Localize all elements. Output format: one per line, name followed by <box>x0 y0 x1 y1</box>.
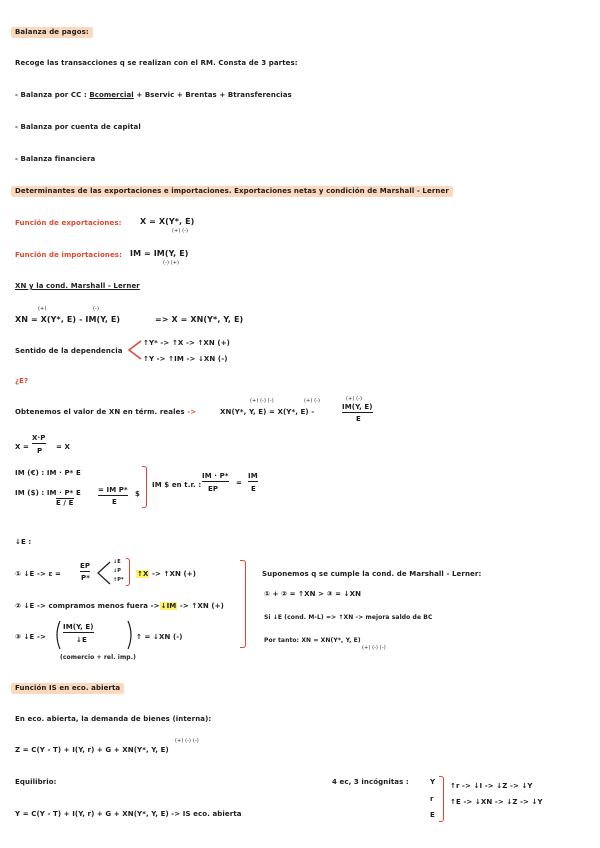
formula-importaciones: IM = IM(Y, E) <box>130 249 189 258</box>
incog-r: r <box>430 795 434 803</box>
formula-im-dollar-denominator: E / E <box>56 499 74 507</box>
incog-red-bracket <box>439 776 444 822</box>
formula-demanda: Z = C(Y - T) + I(Y, r) + G + XN(Y*, Y, E) <box>15 746 169 754</box>
case3-frac-num: IM(Y, E) <box>63 623 94 631</box>
fraction-equals: = <box>236 479 242 487</box>
case3-start: ③ ↓E -> <box>15 633 46 641</box>
signs-xn-real: (+) (-) (-) <box>250 398 274 404</box>
por-tanto-signs: (+) (-) (-) <box>362 645 386 651</box>
si-baja-e: Si ↓E (cond. M-L) => ↑XN -> mejora saldo de BC <box>264 614 433 621</box>
heading-balanza-pagos: Balanza de pagos: <box>11 27 93 38</box>
signs-im-real: (+) (-) <box>346 396 363 402</box>
text-recoge: Recoge las transacciones q se realizan con el RM. Consta de 3 partes: <box>15 59 298 67</box>
text-obtenemos: Obtenemos el valor de XN en térm. reales -> <box>15 408 197 416</box>
signs-importaciones: (-) (+) <box>163 260 180 266</box>
formula-xn-real: XN(Y*, Y, E) = X(Y*, E) - <box>220 408 315 416</box>
fraction-im-den: E <box>251 485 256 493</box>
formula-xn-result: => X = XN(Y*, Y, E) <box>155 315 244 324</box>
case1-frac-num: EP <box>80 562 91 570</box>
fraction-imtr-den: EP <box>208 485 219 493</box>
case1-start: ① ↓E -> ε = <box>15 570 61 578</box>
label-funcion-exportaciones: Función de exportaciones: <box>15 219 122 227</box>
heading-determinantes: Determinantes de las exportaciones e importaciones. Exportaciones netas y condición de Marshall - Lerner <box>11 186 453 197</box>
label-e-question: ¿E? <box>15 377 29 385</box>
case3-frac-den: ↓E <box>76 636 87 644</box>
text-balanza-capital: - Balanza por cuenta de capital <box>15 123 141 131</box>
case1-a: ↓E <box>113 559 121 565</box>
sign-xn-2: (-) <box>93 306 100 312</box>
signs-exportaciones: (+) (-) <box>172 228 189 234</box>
label-equilibrio: Equilibrio: <box>15 778 57 786</box>
sign-xn-1: (+) <box>38 306 47 312</box>
formula-im-dollar-num2: = IM P* <box>98 486 128 494</box>
fraction-im-numerator: IM(Y, E) <box>342 403 373 411</box>
heading-xn-marshall: XN y la cond. Marshall - Lerner <box>15 282 140 290</box>
formula-is: Y = C(Y - T) + I(Y, r) + G + XN(Y*, Y, E) -> IS eco. abierta <box>15 810 242 818</box>
demanda-signs: (+) (-) (-) <box>175 738 199 744</box>
text-eco-abierta: En eco. abierta, la demanda de bienes (interna): <box>15 715 212 723</box>
formula-xn: XN = X(Y*, E) - IM(Y, E) <box>15 315 121 324</box>
signs-x-real: (+) (-) <box>304 398 321 404</box>
formula-exportaciones: X = X(Y*, E) <box>140 217 195 226</box>
heading-funcion-is: Función IS en eco. abierta <box>11 683 124 694</box>
effect-e: ↑E -> ↓XN -> ↓Z -> ↓Y <box>450 798 543 806</box>
label-down-e: ↓E : <box>15 538 32 546</box>
dependencia-line-1: ↑Y* -> ↑X -> ↑XN (+) <box>143 339 230 347</box>
red-bracket-im <box>142 466 147 508</box>
formula-im-dollar: IM ($) : IM · P* E <box>15 489 81 497</box>
case3-note: (comercio + rel. imp.) <box>60 654 136 661</box>
big-red-bracket <box>240 560 246 648</box>
text-balanza-cc: - Balanza por CC : Bcomercial + Bservic + Brentas + Btransferencias <box>15 91 292 99</box>
case1-red-bracket <box>126 558 130 586</box>
suponemos-text: Suponemos q se cumple la cond. de Marshall - Lerner: <box>262 570 482 578</box>
text-balanza-financiera: - Balanza financiera <box>15 155 96 163</box>
fraction-imtr-num: IM · P* <box>202 472 229 480</box>
fraction-xp-denominator: P <box>37 447 43 455</box>
case2: ② ↓E -> compramos menos fuera ->↓IM -> ↑XN (+) <box>15 602 224 610</box>
effect-r: ↑r -> ↓I -> ↓Z -> ↓Y <box>450 782 533 790</box>
label-im-tr: IM $ en t.r. : <box>152 481 202 489</box>
formula-im-dollar-den2: E <box>112 498 117 506</box>
case1-c: ↑P* <box>113 577 124 583</box>
case1-angle-bracket <box>97 561 111 585</box>
fraction-im-num: IM <box>248 472 258 480</box>
label-incognitas: 4 ec, 3 incógnitas : <box>332 778 409 786</box>
case1-b: ↓P <box>113 568 122 574</box>
label-funcion-importaciones: Función de importaciones: <box>15 251 122 259</box>
dependencia-line-2: ↑Y -> ↑IM -> ↓XN (-) <box>143 355 228 363</box>
fraction-im-denominator: E <box>356 415 361 423</box>
formula-x-result: = X <box>56 443 70 451</box>
formula-im-dollar-symbol: $ <box>135 490 140 498</box>
red-angle-bracket <box>128 340 142 360</box>
label-sentido-dependencia: Sentido de la dependencia <box>15 347 123 355</box>
por-tanto: Por tanto: XN = XN(Y*, Y, E) <box>264 637 361 644</box>
case1-frac-den: P* <box>81 574 90 582</box>
formula-im-euro: IM (€) : IM · P* E <box>15 469 81 477</box>
incog-y: Y <box>430 778 436 786</box>
incog-e: E <box>430 811 435 819</box>
fraction-xp-numerator: X·P <box>32 434 46 442</box>
condition-compare: ① + ② = ↑XN > ③ = ↓XN <box>264 590 362 598</box>
case3-result: ↑ = ↓XN (-) <box>136 633 183 641</box>
formula-x-label: X = <box>15 443 29 451</box>
case1-result: ↑X -> ↑XN (+) <box>137 570 197 578</box>
